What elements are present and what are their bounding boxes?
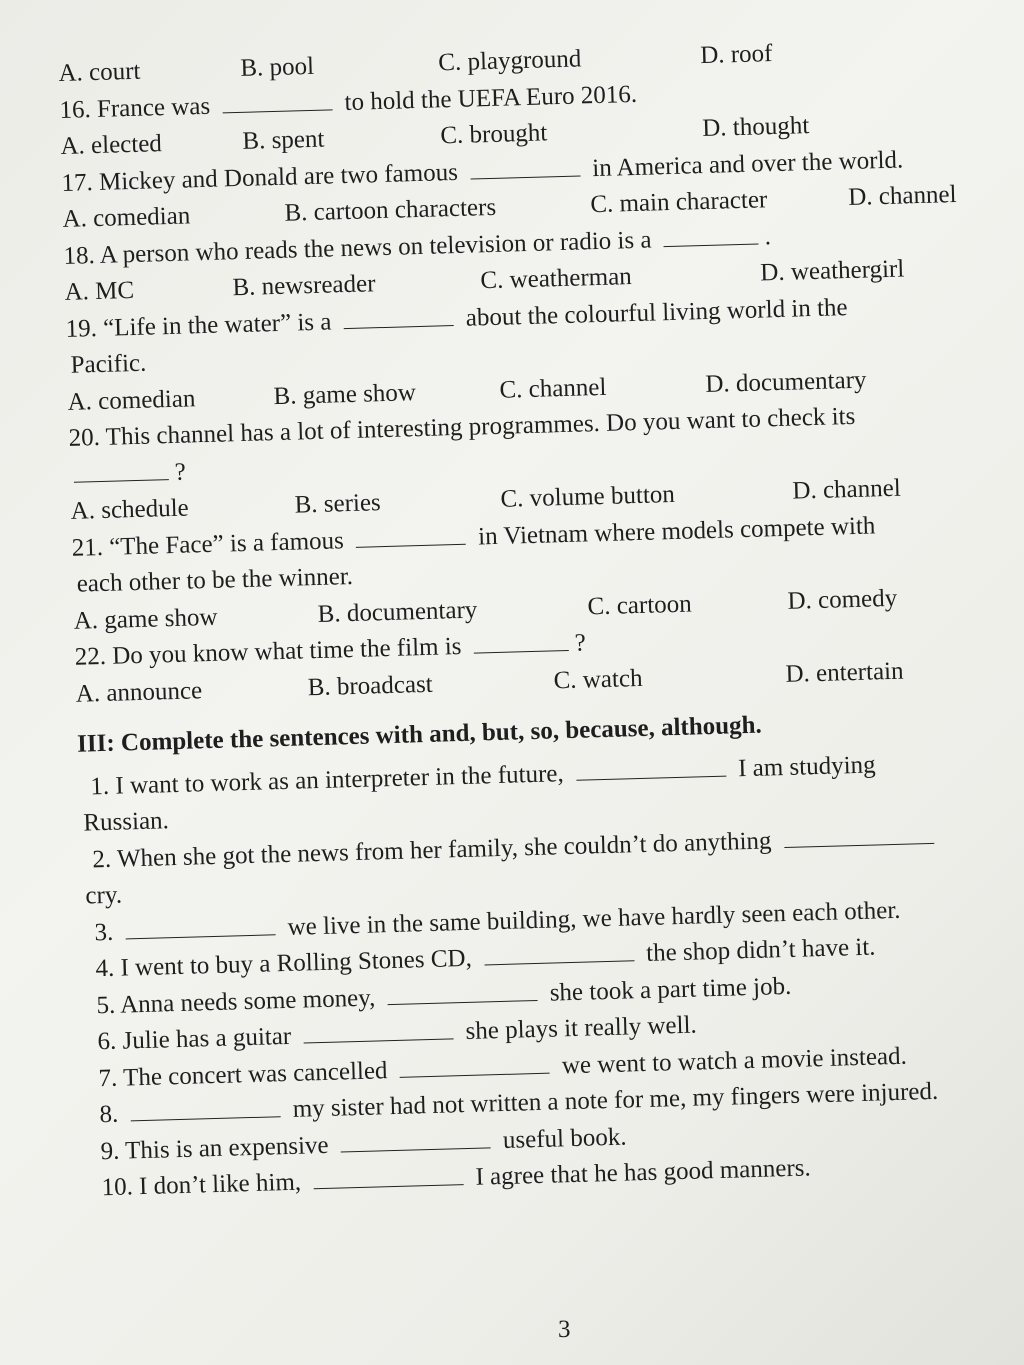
option-b: B. series (294, 489, 382, 519)
question-19-continuation: Pacific. (70, 349, 147, 379)
option-c: C. cartoon (587, 590, 693, 620)
question-text-before: “The Face” is a famous (108, 526, 345, 561)
option-a: A. game show (73, 603, 218, 635)
answer-blank[interactable] (343, 305, 454, 329)
option-b: B. documentary (317, 596, 478, 628)
answer-blank[interactable] (340, 1127, 491, 1152)
sentence-text-before: I want to work as an interpreter in the future, (115, 759, 565, 800)
question-number: 17. (61, 168, 94, 197)
question-number: 16. (59, 95, 92, 124)
question-21-continuation: each other to be the winner. (76, 562, 354, 598)
option-c: C. volume button (500, 480, 676, 513)
option-c: C. playground (437, 45, 582, 77)
option-c: C. channel (499, 373, 607, 404)
sentence-text-after: we live in the same building, we have hardly seen each other. (287, 896, 901, 941)
option-c: C. weatherman (480, 263, 633, 295)
question-number: 19. (65, 314, 98, 343)
option-a: A. elected (60, 130, 163, 160)
answer-blank[interactable] (303, 1018, 454, 1043)
answer-blank[interactable] (130, 1096, 281, 1121)
sentence-text-before: I don’t like him, (138, 1168, 302, 1201)
sentence-number: 1. (90, 772, 110, 800)
option-d: D. entertain (785, 657, 904, 688)
question-text-before: This channel has a lot of interesting programmes. Do you want to check its (105, 402, 856, 451)
option-d: D. comedy (787, 584, 898, 615)
sentence-text-before: I went to buy a Rolling Stones CD, (120, 944, 473, 982)
answer-blank[interactable] (484, 940, 635, 965)
option-d: D. weathergirl (759, 255, 905, 287)
sentence-text-after: we went to watch a movie instead. (561, 1042, 908, 1079)
sentence-number: 7. (98, 1064, 118, 1092)
answer-blank[interactable] (783, 822, 934, 847)
question-text-after: in Vietnam where models compete with (477, 511, 876, 550)
option-d: D. channel (792, 474, 902, 505)
option-d: D. channel (847, 180, 957, 211)
question-text-before: “Life in the water” is a (102, 307, 332, 342)
question-text-after: about the colourful living world in the (465, 293, 848, 332)
sentence-number: 8. (99, 1100, 119, 1129)
question-text-after: . (764, 222, 772, 250)
option-b: B. broadcast (307, 670, 434, 701)
sentence-text-after: she took a part time job. (549, 972, 792, 1007)
sentence-text-after: I am studying (737, 750, 876, 782)
option-b: B. newsreader (232, 270, 376, 302)
sentence-number: 9. (100, 1137, 120, 1165)
question-number: 18. (63, 241, 96, 270)
sentence-text-before: When she got the news from her family, she couldn’t do anything (116, 826, 772, 873)
answer-blank[interactable] (222, 89, 333, 113)
answer-blank[interactable] (73, 459, 169, 483)
page-number: 3 (558, 1316, 571, 1343)
option-a: A. court (58, 57, 141, 87)
sentence-text-before: The concert was cancelled (122, 1056, 388, 1092)
option-d: D. thought (701, 112, 810, 143)
option-a: A. comedian (62, 202, 191, 233)
option-a: A. schedule (70, 494, 190, 525)
question-text-after: to hold the UEFA Euro 2016. (344, 80, 638, 116)
sentence-number: 10. (101, 1173, 134, 1202)
answer-blank[interactable] (313, 1164, 464, 1189)
answer-blank[interactable] (387, 979, 538, 1004)
option-b: B. pool (240, 52, 315, 82)
question-text-after: in America and over the world. (591, 145, 904, 182)
sentence-number: 4. (95, 954, 115, 983)
question-text-after: ? (574, 629, 587, 657)
sentence-text-before: This is an expensive (124, 1131, 329, 1165)
answer-blank[interactable] (576, 755, 727, 780)
sentence-text-before: Anna needs some money, (119, 984, 376, 1019)
option-b: B. cartoon characters (284, 193, 497, 227)
option-b: B. game show (273, 378, 417, 410)
sentence-number: 2. (92, 845, 112, 873)
sentence-text-after: my sister had not written a note for me, my fingers were injured. (292, 1077, 939, 1123)
option-c: C. watch (553, 664, 643, 694)
question-text-before: France was (96, 92, 211, 123)
option-c: C. brought (440, 119, 548, 150)
answer-blank[interactable] (470, 155, 581, 179)
question-text-before: Mickey and Donald are two famous (98, 158, 459, 196)
question-text-before: A person who reads the news on television or radio is a (99, 226, 652, 269)
sentence-number: 6. (97, 1027, 117, 1056)
answer-blank[interactable] (399, 1052, 550, 1077)
sentence-2-continuation: cry. (85, 881, 123, 910)
answer-blank[interactable] (473, 630, 569, 654)
sentence-text-after: she plays it really well. (465, 1011, 698, 1045)
worksheet-content (58, 30, 1024, 1207)
question-number: 20. (68, 423, 101, 452)
sentence-text-after: useful book. (502, 1123, 627, 1154)
sentence-number: 5. (96, 991, 116, 1019)
option-b: B. spent (242, 125, 325, 155)
option-a: A. comedian (67, 384, 196, 416)
answer-blank[interactable] (125, 914, 276, 939)
sentence-1-continuation: Russian. (83, 807, 170, 837)
sentence-text-before: Julie has a guitar (122, 1022, 292, 1055)
question-number: 21. (71, 533, 104, 562)
question-text-before: Do you know what time the film is (111, 632, 462, 670)
answer-blank[interactable] (356, 523, 467, 547)
sentence-text-after: I agree that he has good manners. (475, 1154, 812, 1191)
section-3-heading: III: Complete the sentences with and, but, so, because, although. (76, 711, 763, 758)
sentence-text-after: the shop didn’t have it. (645, 933, 876, 967)
question-number: 22. (74, 642, 107, 671)
question-text-after: ? (174, 458, 187, 486)
option-d: D. roof (699, 40, 773, 70)
option-d: D. documentary (705, 366, 867, 398)
option-a: A. announce (75, 676, 203, 708)
sentence-number: 3. (94, 918, 114, 946)
answer-blank[interactable] (663, 223, 759, 247)
option-a: A. MC (64, 276, 135, 306)
option-c: C. main character (589, 186, 768, 219)
